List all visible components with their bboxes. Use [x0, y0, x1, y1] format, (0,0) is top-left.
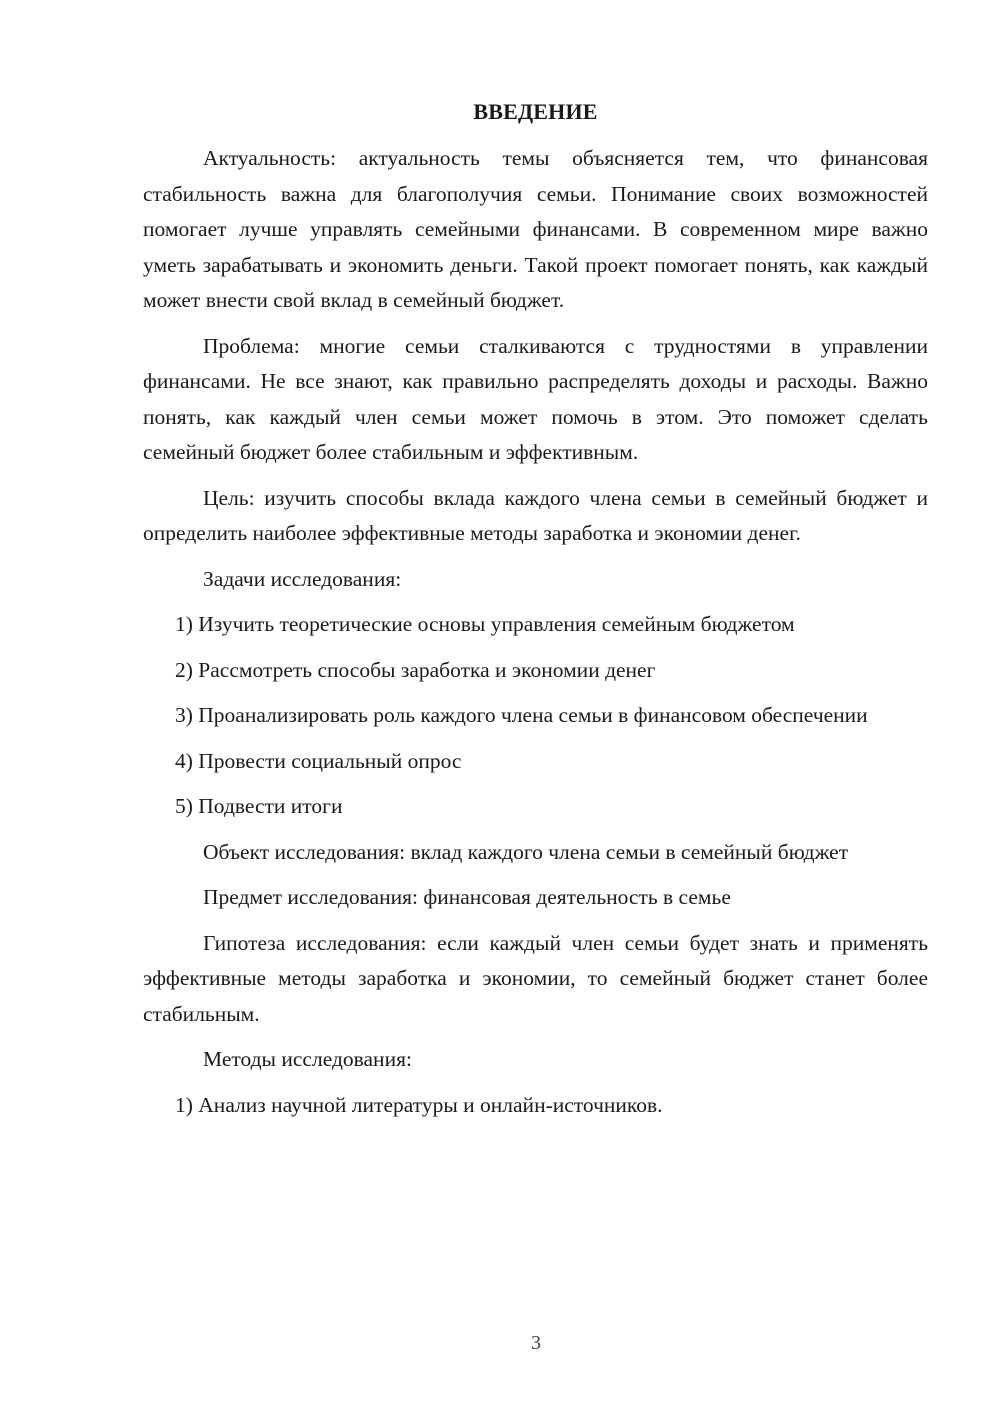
task-item: 3) Проанализировать роль каждого члена семьи в финансовом обеспечении: [175, 703, 868, 727]
document-page: [143, 94, 928, 1133]
section-title: ВВЕДЕНИЕ: [473, 99, 598, 124]
goal-paragraph: Цель: изучить способы вклада каждого члена семьи в семейный бюджет и определить наиболее эффективные методы заработка и экономии денег.: [143, 485, 928, 545]
object-paragraph: Объект исследования: вклад каждого члена семьи в семейный бюджет: [203, 839, 849, 864]
method-item: 1) Анализ научной литературы и онлайн-источников.: [175, 1092, 663, 1117]
tasks-heading: Задачи исследования:: [203, 566, 402, 591]
relevance-paragraph: Актуальность: актуальность темы объясняется тем, что финансовая стабильность важна для благополучия семьи. Понимание своих возможностей помогает лучше управлять семейными финансами. В современном мире важно уметь зарабатывать и экономить деньги. Такой проект помогает понять, как каждый может внести свой вклад в семейный бюджет.: [143, 146, 928, 312]
methods-heading: Методы исследования:: [203, 1047, 412, 1071]
subject-paragraph: Предмет исследования: финансовая деятельность в семье: [203, 885, 731, 909]
hypothesis-paragraph: Гипотеза исследования: если каждый член семьи будет знать и применять эффективные методы заработка и экономии, то семейный бюджет станет более стабильным.: [143, 930, 928, 1026]
task-item: 5) Подвести итоги: [175, 794, 343, 818]
page-number: 3: [531, 1332, 541, 1354]
problem-paragraph: Проблема: многие семьи сталкиваются с трудностями в управлении финансами. Не все знают, как правильно распределять доходы и расходы. Важно понять, как каждый член семьи может помочь в этом. Это поможет сделать семейный бюджет более стабильным и эффективным.: [143, 333, 928, 464]
task-item: 1) Изучить теоретические основы управления семейным бюджетом: [175, 612, 795, 636]
task-item: 2) Рассмотреть способы заработка и экономии денег: [175, 657, 656, 682]
task-item: 4) Провести социальный опрос: [175, 748, 462, 773]
